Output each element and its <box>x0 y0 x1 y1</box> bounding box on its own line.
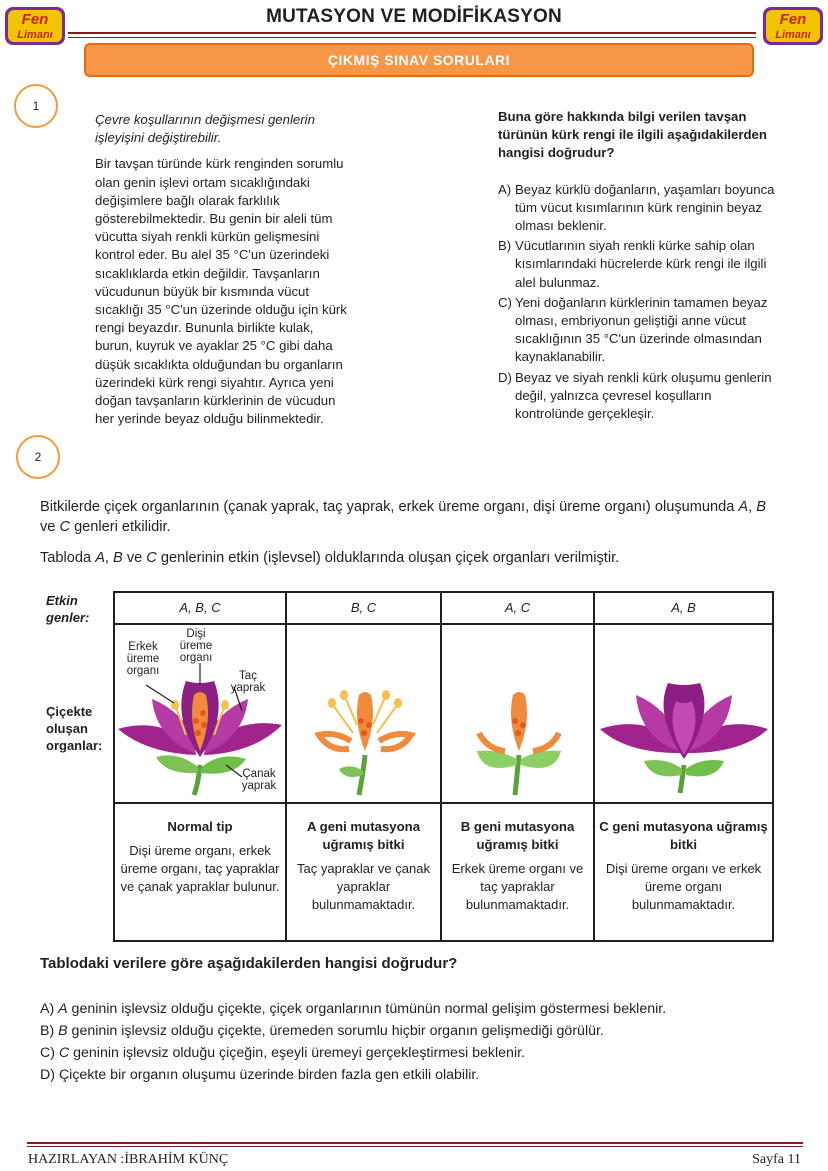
q1-option-c[interactable]: C) Yeni doğanların kürklerinin tamamen beyaz olması, embriyonun geliştiği anne vücut sıcaklığının 35 °C'un üzerinde olmasından kaynaklanabilir. <box>498 294 768 365</box>
q2-question: Tablodaki verilere göre aşağıdakilerden hangisi doğrudur? <box>40 955 458 972</box>
footer-divider-thin <box>27 1146 803 1147</box>
header-divider-thin <box>68 37 756 38</box>
header-divider <box>68 32 756 34</box>
genes-c-mutant: A, B <box>594 592 773 624</box>
genes-a-mutant: B, C <box>286 592 441 624</box>
genes-normal: A, B, C <box>114 592 286 624</box>
flower-c-mutant-image <box>596 625 772 797</box>
desc-c-mutant: C geni mutasyona uğramış bitki Dişi üreme organı ve erkek üreme organı bulunmamaktadır. <box>594 803 773 941</box>
desc-normal: Normal tip Dişi üreme organı, erkek üreme organı, taç yapraklar ve çanak yapraklar bulunur. <box>114 803 286 941</box>
q2-table-intro: Tabloda A, B ve C genlerinin etkin (işlevsel) olduklarında oluşan çiçek organları verilmiştir. <box>40 550 620 566</box>
footer-page-number: Sayfa 11 <box>752 1152 801 1167</box>
q1-passage-column <box>95 111 351 436</box>
label-male-organ: Erkek üreme organı <box>126 641 160 677</box>
side-label-active-genes: Etkin genler: <box>46 593 90 625</box>
flower-b-mutant-image <box>443 625 593 797</box>
genes-b-mutant: A, C <box>441 592 594 624</box>
footer-author: HAZIRLAYAN :İBRAHİM KÜNÇ <box>28 1152 229 1167</box>
q2-option-d[interactable]: D) Çiçekte bir organın oluşumu üzerinde birden fazla gen etkili olabilir. <box>40 1067 480 1083</box>
section-banner: ÇIKMIŞ SINAV SORULARI <box>84 43 754 77</box>
flower-a-mutant-cell <box>286 624 441 803</box>
label-female-organ: Dişi üreme organı <box>179 628 213 664</box>
q1-option-d[interactable]: D) Beyaz ve siyah renkli kürk oluşumu genlerin değil, yalnızca çevresel koşulların kontrolünde gerçekleşir. <box>498 369 772 422</box>
q2-option-b[interactable]: B) B geninin işlevsiz olduğu çiçekte, üremeden sorumlu hiçbir organın gelişmediği görülür. <box>40 1023 604 1039</box>
label-sepal: Çanak yaprak <box>241 768 277 792</box>
flower-a-mutant-image <box>289 625 439 797</box>
desc-b-mutant: B geni mutasyona uğramış bitki Erkek üreme organı ve taç yapraklar bulunmamaktadır. <box>441 803 594 941</box>
q1-intro: Çevre koşullarının değişmesi genlerin işleyişini değiştirebilir. <box>95 112 315 146</box>
flower-c-mutant-cell <box>594 624 773 803</box>
q1-option-b[interactable]: B) Vücutlarının siyah renkli kürke sahip olan kısımlarındaki hücrelerde kürk rengi ile ilgili alel bulunmaz. <box>498 238 767 290</box>
svg-text:Limanı: Limanı <box>17 29 53 41</box>
q2-option-a[interactable]: A) A geninin işlevsiz olduğu çiçekte, çiçek organlarının tümünün normal gelişim göstermesi beklenir. <box>40 1001 667 1017</box>
desc-a-mutant: A geni mutasyona uğramış bitki Taç yapraklar ve çanak yapraklar bulunmamaktadır. <box>286 803 441 941</box>
q1-question: Buna göre hakkında bilgi verilen tavşan türünün kürk rengi ile ilgili aşağıdakilerden hangisi doğrudur? <box>498 109 767 161</box>
q2-option-c[interactable]: C) C geninin işlevsiz olduğu çiçeğin, eşeyli üremeyi gerçekleştirmesi beklenir. <box>40 1045 525 1061</box>
q1-question-column <box>498 108 783 425</box>
question-number-1: 1 <box>14 84 58 128</box>
footer-divider <box>27 1142 803 1144</box>
svg-text:Fen: Fen <box>779 11 807 28</box>
question-number-2: 2 <box>16 435 60 479</box>
svg-text:Fen: Fen <box>21 11 49 28</box>
side-label-organs: Çiçekte oluşan organlar: <box>46 704 103 753</box>
q1-option-a[interactable]: A) Beyaz kürklü doğanların, yaşamları boyunca tüm vücut kısımlarının kürk renginin beyaz olması beklenir. <box>498 181 775 234</box>
page-title: MUTASYON VE MODİFİKASYON <box>266 6 562 27</box>
svg-text:Limanı: Limanı <box>775 29 811 41</box>
q1-passage: Bir tavşan türünde kürk renginden sorumlu olan genin işlevi ortam sıcaklığındaki değişimlere bağlı olarak farklılık gösterebilmektedir. Bu genin bir aleli tüm vücutta siyah renkli kürkün gelişmesini kontrol eder. Bu alel 35 °C'un üzerindeki sıcaklıklarda etkin değildir. Tavşanların vücudunun büyük bir kısmında vücut sıcaklığı 35 °C'un üzerinde olduğu için kürk rengi beyazdır. Bununla birlikte kulak, burun, kuyruk ve ayaklar 25 °C gibi daha düşük sıcaklıkta olduğundan bu organların üzerindeki kürk rengi siyahtır. Ayrıca yeni doğan tavşanların kürklerinin de vücudun her yerinde beyaz olduğu bilinmektedir. <box>95 156 347 427</box>
flower-b-mutant-cell <box>441 624 594 803</box>
q2-intro: Bitkilerde çiçek organlarının (çanak yaprak, taç yaprak, erkek üreme organı, dişi üreme organı) oluşumunda A, B ve C genleri etkilidir. <box>40 499 766 535</box>
label-petal: Taç yaprak <box>230 670 266 694</box>
